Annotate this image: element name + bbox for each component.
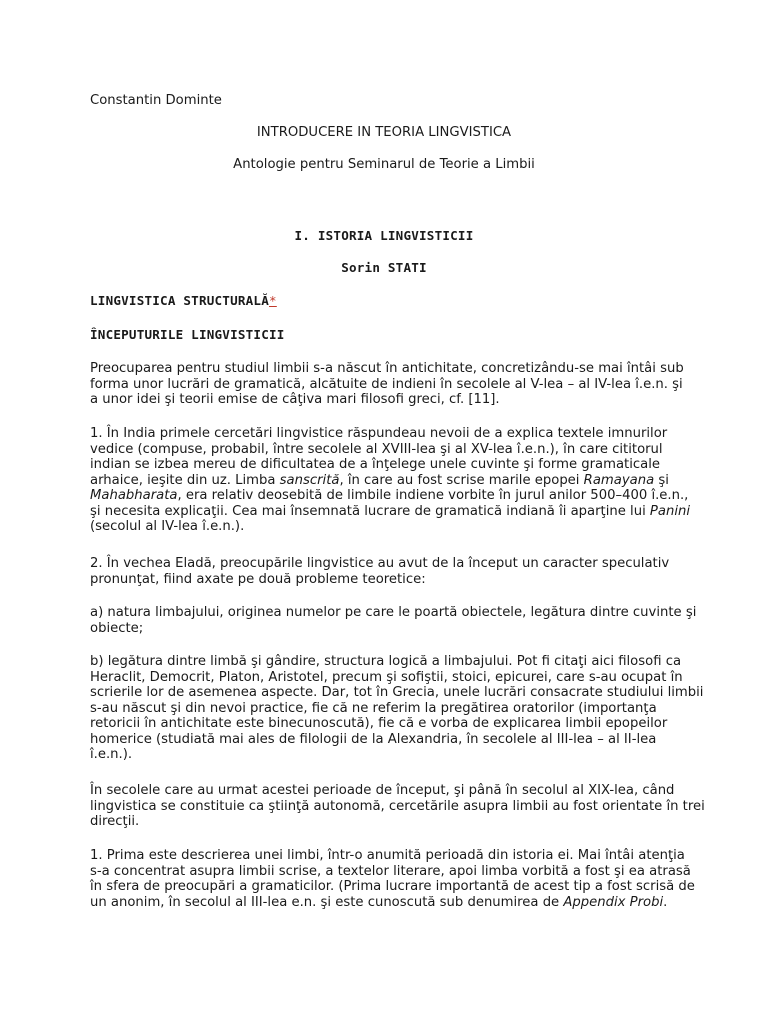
text-line: 1. Prima este descrierea unei limbi, într-o anumită perioadă din istoria ei. Mai întâi atenţia	[90, 848, 685, 863]
text-line: direcţii.	[90, 814, 140, 829]
text-run: şi	[654, 472, 669, 488]
text-line: Heraclit, Democrit, Platon, Aristotel, precum şi sofiştii, stoici, epicurei, care s-au ocupat în	[90, 669, 683, 685]
italic-term: Appendix Probi	[563, 894, 664, 910]
text-line: Preocuparea pentru studiul limbii s-a născut în antichitate, concretizându-se mai întâi sub	[90, 361, 684, 376]
paragraph-intro	[90, 361, 690, 408]
text-line	[90, 473, 690, 489]
text-line: în sfera de preocupări a gramaticilor. (Prima lucrare importantă de acest tip a fost scrisă de	[90, 879, 695, 894]
italic-term: Mahabharata	[90, 488, 178, 503]
document-title: INTRODUCERE IN TEORIA LINGVISTICA	[256, 125, 512, 140]
text-line	[90, 895, 690, 911]
text-run: arhaice, ieşite din uz. Limba	[90, 472, 280, 488]
text-run: .	[663, 894, 668, 910]
chapter-heading: I. ISTORIA LINGVISTICII	[294, 228, 474, 243]
subsection-heading: ÎNCEPUTURILE LINGVISTICII	[90, 327, 285, 342]
paragraph-first-direction	[90, 848, 695, 910]
text-line	[90, 488, 690, 504]
text-line: 1. În India primele cercetări lingvistice răspundeau nevoii de a explica textele imnurilor	[90, 426, 668, 441]
paragraph-point-a	[90, 605, 697, 636]
text-line: s-au născut şi din nevoi practice, fie că ne referim la pregătirea oratorilor (importanţa	[90, 700, 657, 716]
text-run: un anonim, în secolul al III-lea e.n. şi este cunoscută sub denumirea de	[90, 894, 564, 910]
text-line: retoricii în antichitate este binecunoscută), fie că e vorba de explicarea limbii epopeilor	[90, 716, 668, 731]
text-line: În secolele care au urmat acestei perioade de început, şi până în secolul al XIX-lea, când	[90, 783, 675, 798]
paragraph-india	[90, 426, 690, 535]
chapter-author: Sorin STATI	[341, 260, 427, 275]
italic-term: Panini	[649, 503, 690, 519]
italic-term: sanscrită	[279, 472, 340, 488]
italic-term: Ramayana	[583, 472, 655, 488]
text-line: obiecte;	[90, 620, 144, 636]
text-line	[90, 504, 690, 520]
paragraph-greece	[90, 556, 690, 587]
text-line: s-a concentrat asupra limbii scrise, a textelor literare, apoi limba vorbită a fost şi ea atrasă	[90, 863, 691, 879]
author-name: Constantin Dominte	[90, 93, 222, 108]
section-heading-text: LINGVISTICA STRUCTURALĂ	[90, 293, 269, 308]
text-line: homerice (studiată mai ales de filologii de la Alexandria, în secolele al III-lea – al II-lea	[90, 731, 657, 747]
section-heading	[90, 293, 277, 309]
footnote-link[interactable]: *	[269, 293, 277, 308]
text-line: forma unor lucrări de gramatică, alcătuite de indieni în secolele al V-lea – al IV-lea î.e.n. şi	[90, 376, 683, 392]
text-line: b) legătura dintre limbă şi gândire, structura logică a limbajului. Pot fi citaţi aici filosofi ca	[90, 654, 682, 669]
text-line: î.e.n.).	[90, 747, 133, 762]
text-line: a unor idei şi teorii emise de câţiva mari filosofi greci, cf. [11].	[90, 392, 500, 407]
text-line: indian se izbea mereu de dificultatea de a înţelege unele cuvinte şi forme gramaticale	[90, 457, 661, 472]
text-line: a) natura limbajului, originea numelor pe care le poartă obiectele, legătura dintre cuvinte şi	[90, 605, 697, 620]
text-line: (secolul al IV-lea î.e.n.).	[90, 519, 245, 534]
paragraph-directions	[90, 783, 705, 830]
text-line: vedice (compuse, probabil, între secolele al XVIII-lea şi al XV-lea î.e.n.), în care cititorul	[90, 441, 663, 457]
text-line: scrierile lor de asemenea aspecte. Dar, tot în Grecia, unele lucrări consacrate studiului limbii	[90, 685, 704, 700]
paragraph-point-b	[90, 654, 704, 763]
text-line: pronunţat, fiind axate pe două probleme teoretice:	[90, 571, 426, 587]
text-line: 2. În vechea Eladă, preocupările lingvistice au avut de la început un caracter speculativ	[90, 556, 670, 571]
text-run: , era relativ deosebită de limbile indiene vorbite în jurul anilor 500–400 î.e.n.,	[177, 488, 689, 503]
text-line: lingvistica se constituie ca ştiinţă autonomă, cercetările asupra limbii au fost orientate în trei	[90, 798, 705, 814]
document-subtitle: Antologie pentru Seminarul de Teorie a Limbii	[233, 157, 535, 172]
text-run: , în care au fost scrise marile epopei	[339, 472, 584, 488]
text-run: şi necesita explicaţii. Cea mai însemnată lucrare de gramatică indiană îi aparţine lui	[90, 503, 650, 519]
